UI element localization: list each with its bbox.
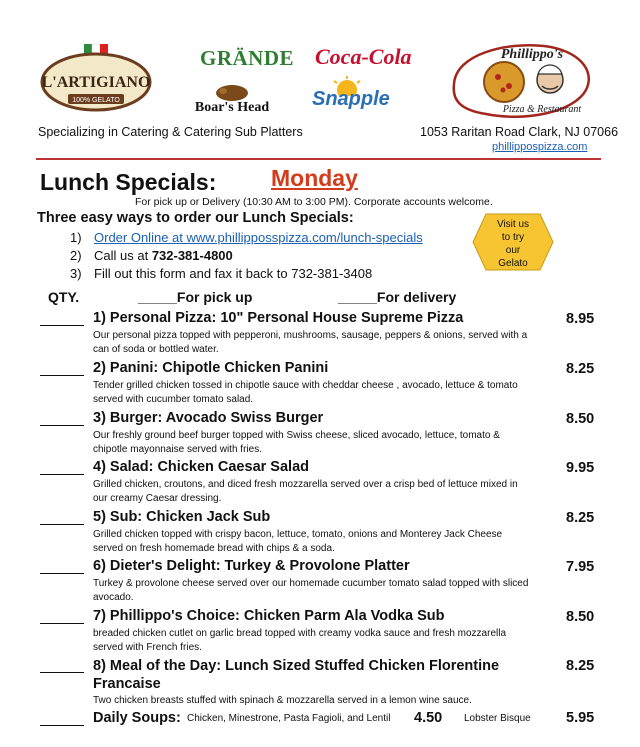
- item-description: Tender grilled chicken tossed in chipotle sauce with cheddar cheese , avocado, lettuce & tomato served with cucumber tomato salad.: [93, 380, 518, 405]
- qty-blank[interactable]: [40, 524, 84, 525]
- snapple-logo: [312, 76, 390, 116]
- item-price: 8.25: [566, 658, 595, 674]
- qty-blank[interactable]: [40, 623, 84, 624]
- order-step-1: [70, 230, 470, 246]
- artigiano-logo: [40, 44, 152, 112]
- day-label: Monday: [271, 165, 358, 191]
- qty-blank[interactable]: [40, 375, 84, 376]
- item-description: Our personal pizza topped with pepperoni, mushrooms, sausage, peppers & onions, served with a can of soda or bottled water.: [93, 330, 528, 355]
- phillippos-logo: [446, 40, 596, 124]
- gelato-line: Gelato: [498, 258, 528, 269]
- tagline: Specializing in Catering & Catering Sub Platters: [38, 125, 303, 139]
- boars-head-logo: [193, 82, 271, 118]
- page-title: Lunch Specials:: [40, 169, 217, 195]
- phone-number: 732-381-4800: [151, 248, 233, 263]
- order-online-link[interactable]: Order Online at www.phillipposspizza.com/lunch-specials: [94, 230, 423, 245]
- item-name: 2) Panini: Chipotle Chicken Panini: [93, 360, 329, 376]
- order-ways-heading: Three easy ways to order our Lunch Specials:: [37, 210, 354, 226]
- item-price: 8.95: [566, 311, 595, 327]
- qty-blank[interactable]: [40, 725, 84, 726]
- item-name: 4) Salad: Chicken Caesar Salad: [93, 459, 309, 475]
- item-price: 8.25: [566, 361, 595, 377]
- phillippos-name: Phillippo's: [500, 47, 564, 62]
- call-us-text: [94, 248, 233, 263]
- fax-text: Fill out this form and fax it back to 732-381-3408: [94, 266, 373, 281]
- item-description: Turkey & provolone cheese served over our homemade cucumber tomato salad topped with sliced avocado.: [93, 578, 529, 603]
- item-description: Our freshly ground beef burger topped with Swiss cheese, sliced avocado, lettuce, tomato & chipotle mayonnaise served with fries.: [93, 430, 500, 455]
- qty-blank[interactable]: [40, 672, 84, 673]
- menu-item: [0, 657, 640, 707]
- menu-item: [0, 310, 640, 358]
- qty-blank[interactable]: [40, 573, 84, 574]
- order-step-3: [70, 266, 490, 282]
- grande-logo: GRÄNDE: [200, 46, 295, 70]
- menu-item: [0, 360, 640, 408]
- item-description: Grilled chicken topped with crispy bacon, lettuce, tomato, onions and Monterey Jack Cheese served on fresh homemade bread with chips & a soda.: [93, 529, 503, 554]
- coca-cola-logo: Coca-Cola: [315, 44, 412, 69]
- item-name: 6) Dieter's Delight: Turkey & Provolone Platter: [93, 558, 410, 574]
- soups-label: Daily Soups:: [93, 710, 181, 726]
- item-price: 9.95: [566, 460, 595, 476]
- qty-blank[interactable]: [40, 425, 84, 426]
- divider: [36, 158, 601, 160]
- item-price: 8.50: [566, 609, 595, 625]
- pickup-option[interactable]: _____For pick up: [138, 289, 253, 305]
- step-number: 2): [70, 248, 82, 263]
- call-us-label: Call us at: [94, 248, 152, 263]
- menu-item: [0, 410, 640, 458]
- item-name: 5) Sub: Chicken Jack Sub: [93, 509, 271, 525]
- delivery-option[interactable]: _____For delivery: [338, 289, 457, 305]
- menu-item: [0, 509, 640, 557]
- artigiano-sub: 100% GELATO: [72, 97, 120, 104]
- gelato-badge: [472, 213, 554, 271]
- item-description: breaded chicken cutlet on garlic bread topped with creamy vodka sauce and fresh mozzarella served with French fries.: [93, 628, 507, 653]
- item-name: 1) Personal Pizza: 10" Personal House Supreme Pizza: [93, 310, 464, 326]
- item-price: 8.50: [566, 411, 595, 427]
- step-number: 1): [70, 230, 82, 245]
- item-name: 7) Phillippo's Choice: Chicken Parm Ala Vodka Sub: [93, 608, 445, 624]
- menu-item: [0, 608, 640, 656]
- website-link[interactable]: phillippospizza.com: [492, 141, 588, 153]
- gelato-line: Visit us: [496, 219, 530, 230]
- order-step-2: [70, 248, 470, 264]
- phillippos-sub: Pizza & Restaurant: [502, 104, 582, 115]
- snapple-text: Snapple: [312, 88, 390, 110]
- address: 1053 Raritan Road Clark, NJ 07066: [420, 125, 619, 139]
- item-price: 7.95: [566, 559, 595, 575]
- boars-head-text: Boar's Head: [194, 100, 270, 115]
- gelato-line: our: [505, 245, 521, 256]
- qty-blank[interactable]: [40, 325, 84, 326]
- bisque-label: Lobster Bisque: [464, 713, 531, 724]
- item-price: 8.25: [566, 510, 595, 526]
- soups-row: [0, 710, 640, 732]
- item-description: Two chicken breasts stuffed with spinach & mozzarella served in a lemon wine sauce.: [93, 695, 472, 706]
- hours-note: For pick up or Delivery (10:30 AM to 3:00 PM). Corporate accounts welcome.: [135, 196, 493, 208]
- item-name: 8) Meal of the Day: Lunch Sized Stuffed Chicken Florentine Francaise: [93, 658, 500, 692]
- gelato-line: to try: [501, 232, 525, 243]
- soups-price: 4.50: [414, 710, 443, 726]
- item-name: 3) Burger: Avocado Swiss Burger: [93, 410, 324, 426]
- qty-blank[interactable]: [40, 474, 84, 475]
- bisque-price: 5.95: [566, 710, 595, 726]
- qty-header: QTY.: [48, 289, 80, 305]
- item-description: Grilled chicken, croutons, and diced fresh mozzarella served over a crisp bed of lettuce mixed in our creamy Caesar dressing.: [93, 479, 518, 504]
- menu-item: [0, 459, 640, 507]
- artigiano-name: L'ARTIGIANO: [41, 74, 151, 91]
- soups-list: Chicken, Minestrone, Pasta Fagioli, and Lentil: [187, 713, 391, 724]
- menu-item: [0, 558, 640, 606]
- step-number: 3): [70, 266, 82, 281]
